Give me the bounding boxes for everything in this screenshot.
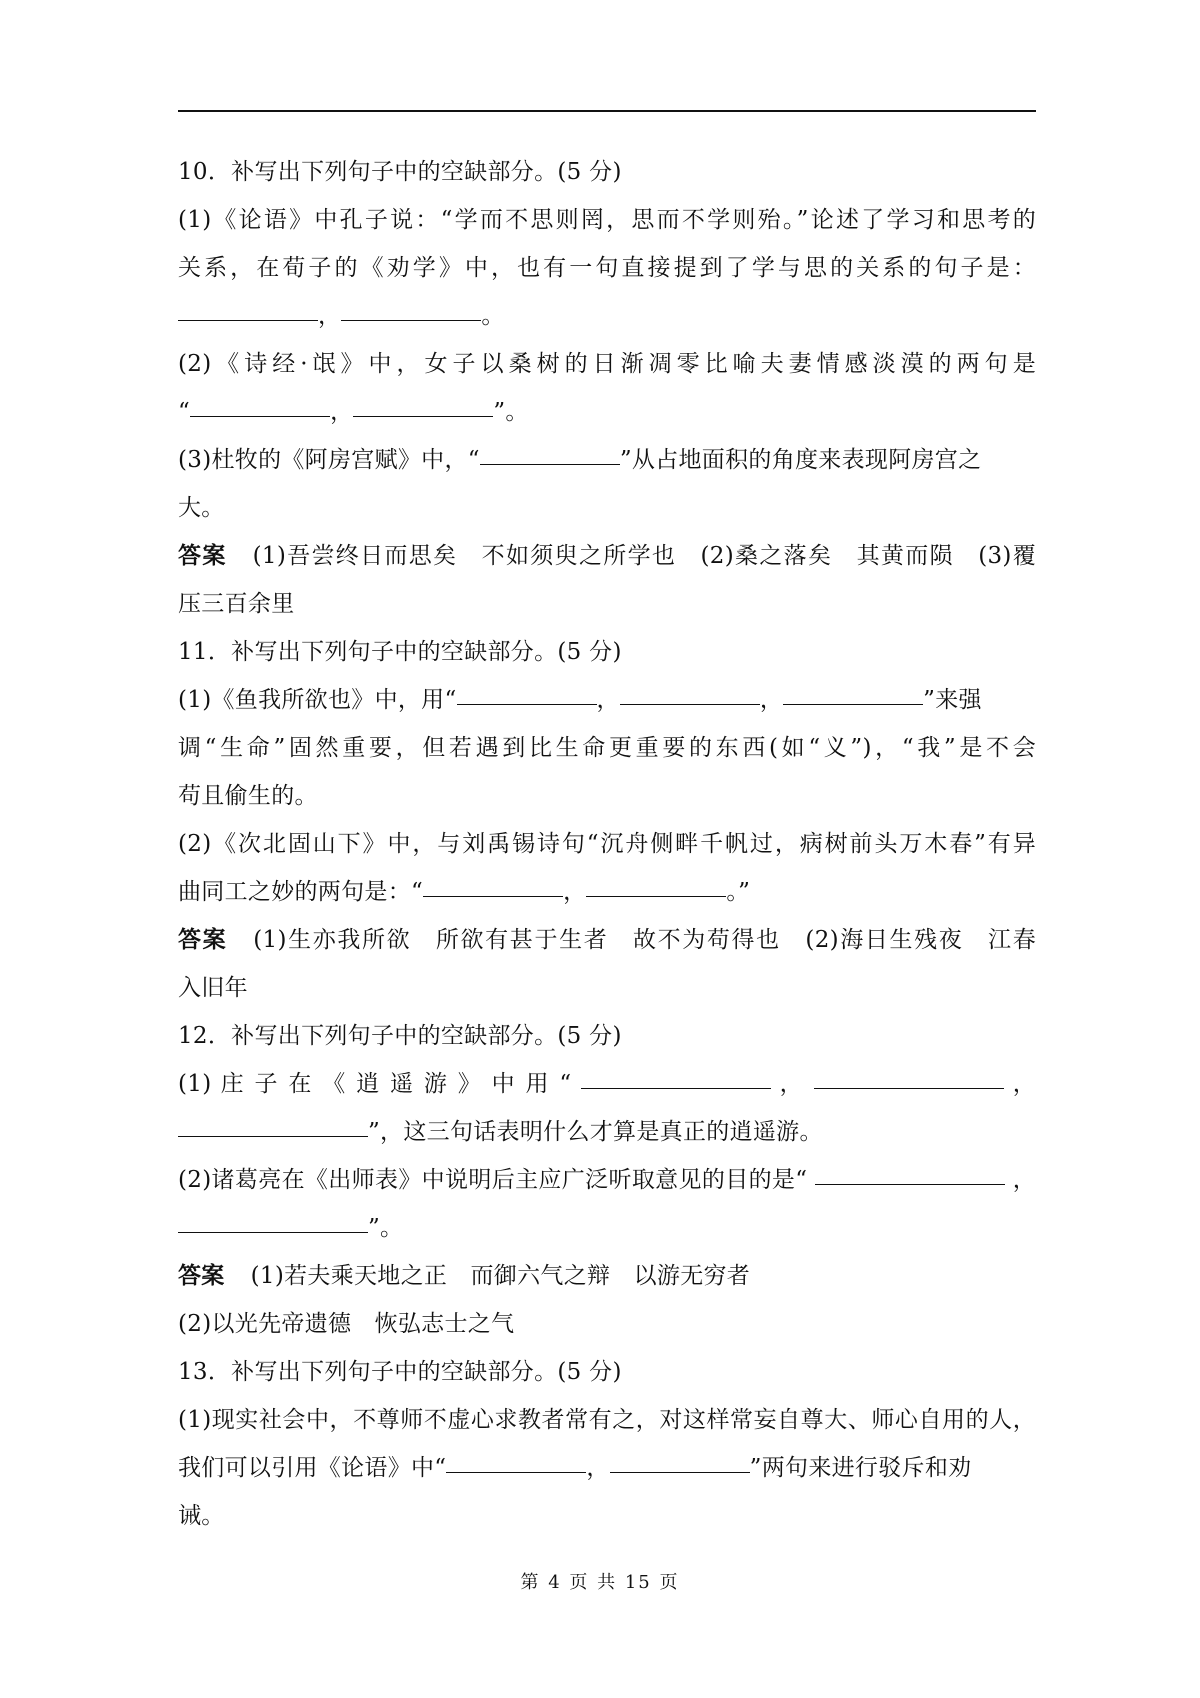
answer-label: 答案 — [178, 542, 227, 569]
q13-part1-line3: 诫。 — [178, 1503, 225, 1529]
answer-blank[interactable] — [178, 1114, 368, 1137]
close-quote: ”。 — [368, 1215, 404, 1241]
text: ”，这三句话表明什么才算是真正的逍遥游。 — [368, 1119, 823, 1145]
answer-blank[interactable] — [457, 682, 597, 705]
q11-part2-line2 — [178, 868, 1036, 916]
q13-part1-line1: (1)现实社会中，不尊师不虚心求教者常有之，对这样常妄自尊大、师心自用的人， — [178, 1407, 1036, 1433]
answer-blank[interactable] — [815, 1162, 1005, 1185]
answer-blank[interactable] — [341, 298, 481, 321]
answer-blank[interactable] — [620, 682, 760, 705]
answer-label: 答案 — [178, 926, 228, 953]
separator: ， — [1012, 1071, 1036, 1097]
answer-blank[interactable] — [423, 874, 563, 897]
separator: ， — [563, 879, 587, 905]
answer-text: (1)吾尝终日而思矣 不如须臾之所学也 (2)桑之落矣 其黄而陨 (3)覆 — [252, 543, 1036, 569]
q10-title: 10．补写出下列句子中的空缺部分。(5 分) — [178, 159, 622, 185]
text: (3)杜牧的《阿房宫赋》中，“ — [178, 447, 480, 473]
q10-part1-line1: (1)《论语》中孔子说：“学而不思则罔，思而不学则殆。”论述了学习和思考的 — [178, 207, 1036, 233]
q11-part2-line1: (2)《次北固山下》中，与刘禹锡诗句“沉舟侧畔千帆过，病树前头万木春”有异 — [178, 831, 1036, 857]
separator: ， — [586, 1455, 610, 1481]
text: ”来强 — [923, 687, 982, 713]
q10-part1-line3 — [178, 292, 1036, 340]
answer-blank[interactable] — [581, 1066, 771, 1089]
page-footer: 第 4 页 共 15 页 — [520, 1572, 680, 1593]
q12-answer-line1 — [178, 1252, 1036, 1300]
q12-part2-line1 — [178, 1156, 1036, 1204]
text: ”从占地面积的角度来表现阿房宫之 — [619, 447, 982, 473]
text: ”两句来进行驳斥和劝 — [749, 1455, 972, 1481]
q11-title: 11．补写出下列句子中的空缺部分。(5 分) — [178, 639, 622, 665]
q10-answer-line2: 压三百余里 — [178, 591, 295, 617]
text: (1)《鱼我所欲也》中，用“ — [178, 687, 457, 713]
text: 曲同工之妙的两句是：“ — [178, 879, 424, 905]
answer-blank[interactable] — [446, 1450, 586, 1473]
q10-answer-line1 — [178, 532, 1036, 580]
text: 我们可以引用《论语》中“ — [178, 1455, 447, 1481]
q11-answer-line2: 入旧年 — [178, 975, 248, 1001]
q10-part2-line2 — [178, 388, 1036, 436]
q12-answer-line2: (2)以光先帝遗德 恢弘志士之气 — [178, 1311, 515, 1337]
text: (2)诸葛亮在《出师表》中说明后主应广泛听取意见的目的是“ — [178, 1167, 808, 1193]
separator: ， — [779, 1071, 805, 1097]
answer-blank[interactable] — [783, 682, 923, 705]
answer-blank[interactable] — [353, 394, 493, 417]
page-content — [178, 148, 1036, 1540]
q10-part3-line1 — [178, 436, 1036, 484]
answer-blank[interactable] — [178, 1210, 368, 1233]
answer-blank[interactable] — [610, 1450, 750, 1473]
q12-part1-line1 — [178, 1060, 1036, 1108]
separator: ， — [330, 399, 354, 425]
q11-part1-line3: 苟且偷生的。 — [178, 783, 318, 809]
q11-answer-line1 — [178, 916, 1036, 964]
answer-blank[interactable] — [190, 394, 330, 417]
answer-label: 答案 — [178, 1262, 225, 1289]
close-quote: ”。 — [493, 399, 529, 425]
answer-text: (1)生亦我所欲 所欲有甚于生者 故不为苟得也 (2)海日生残夜 江春 — [253, 927, 1036, 953]
separator: ， — [759, 687, 784, 713]
answer-blank[interactable] — [814, 1066, 1004, 1089]
q11-part1-line2: 调“生命”固然重要，但若遇到比生命更重要的东西(如“义”)，“我”是不会 — [178, 735, 1036, 761]
close-quote: 。” — [726, 879, 751, 905]
q10-part2-line1: (2)《诗经·氓》中，女子以桑树的日渐凋零比喻夫妻情感淡漠的两句是 — [178, 351, 1036, 377]
period: 。 — [481, 303, 505, 329]
q12-title: 12．补写出下列句子中的空缺部分。(5 分) — [178, 1023, 622, 1049]
q10-part1-line2: 关系，在荀子的《劝学》中，也有一句直接提到了学与思的关系的句子是： — [178, 255, 1036, 281]
separator: ， — [1012, 1167, 1036, 1193]
q10-part3-line2: 大。 — [178, 495, 225, 521]
separator: ， — [318, 303, 342, 329]
q12-part1-line2 — [178, 1108, 1036, 1156]
answer-blank[interactable] — [480, 442, 620, 465]
q11-part1-line1 — [178, 676, 1036, 724]
open-quote: “ — [178, 399, 191, 425]
answer-blank[interactable] — [178, 298, 318, 321]
q13-part1-line2 — [178, 1444, 1036, 1492]
separator: ， — [596, 687, 620, 713]
text: (1) 庄 子 在 《 逍 遥 游 》 中 用 “ — [178, 1071, 572, 1097]
q13-title: 13．补写出下列句子中的空缺部分。(5 分) — [178, 1359, 622, 1385]
answer-text: (1)若夫乘天地之正 而御六气之辩 以游无穷者 — [250, 1263, 751, 1289]
q12-part2-line2 — [178, 1204, 1036, 1252]
header-rule — [178, 110, 1036, 112]
answer-blank[interactable] — [586, 874, 726, 897]
